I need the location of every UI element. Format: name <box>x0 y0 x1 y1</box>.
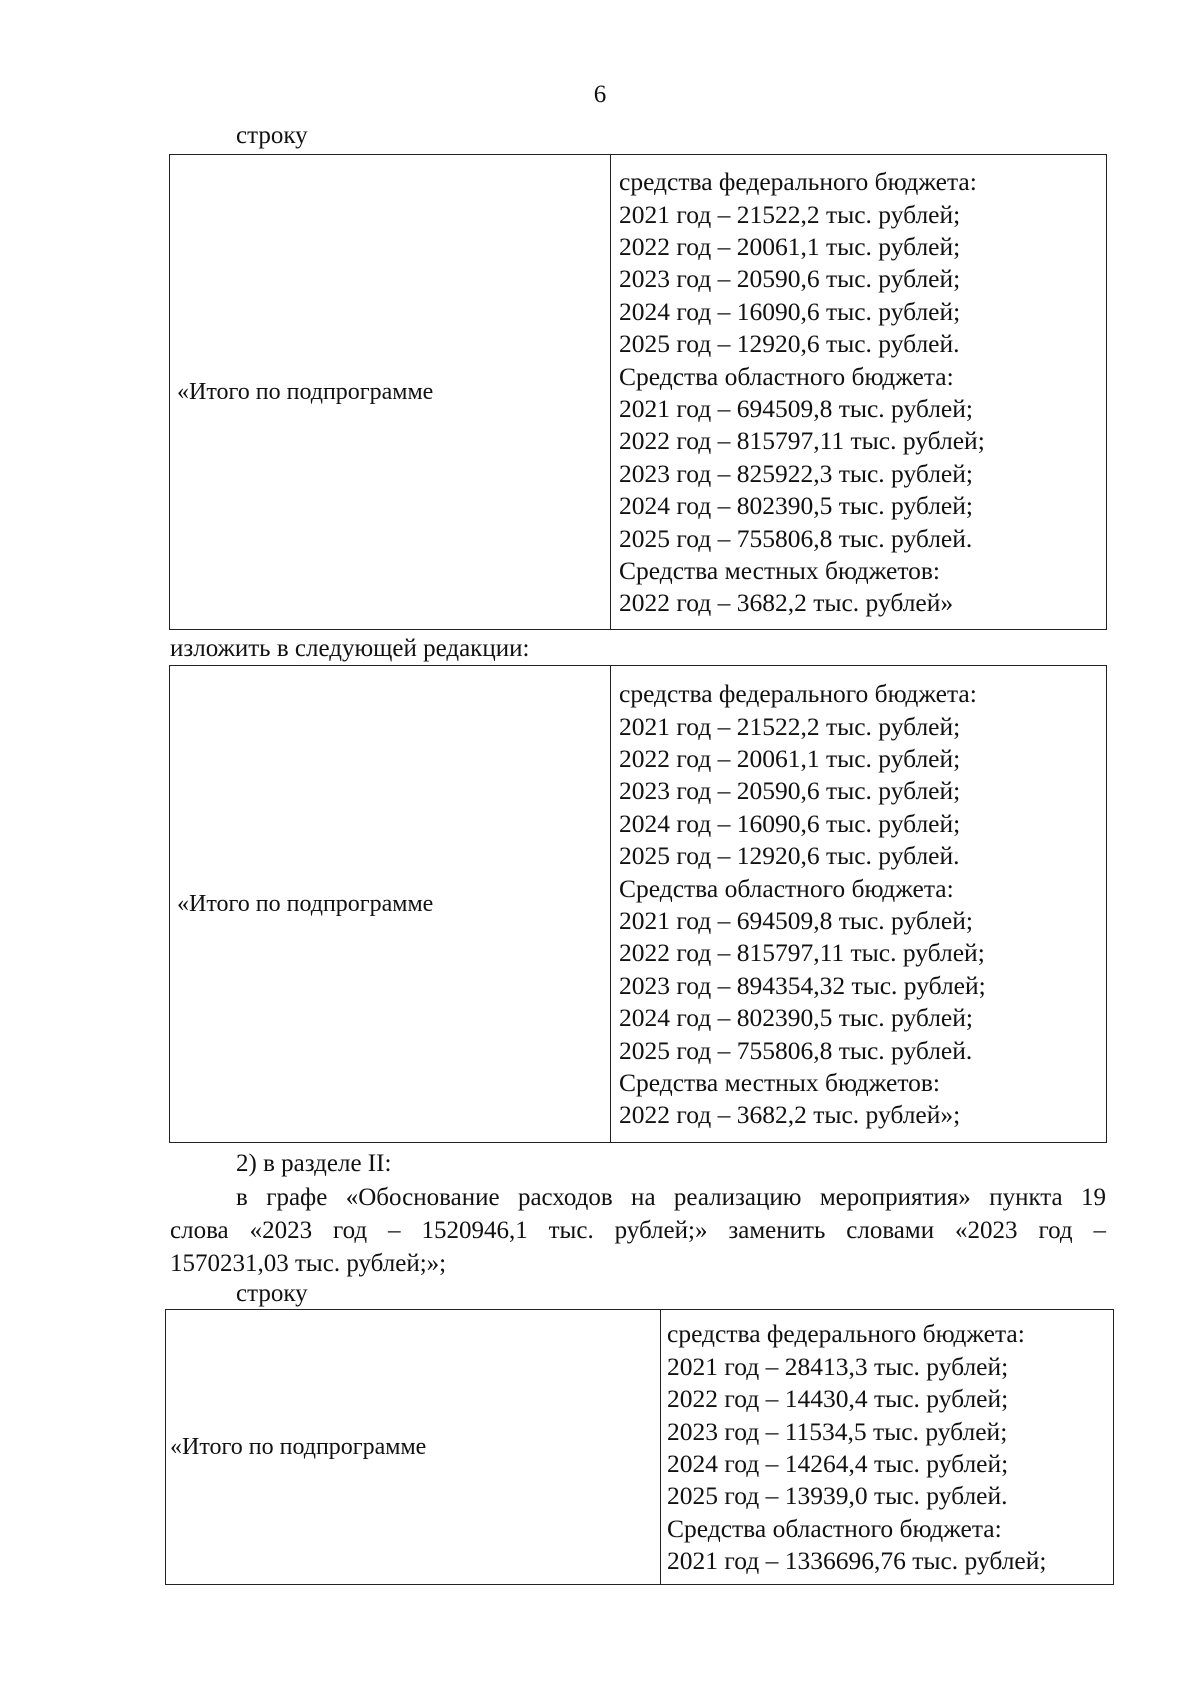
budget-table-section-2 <box>165 1309 1114 1585</box>
paragraph-line: 1570231,03 тыс. рублей;»; <box>170 1250 447 1277</box>
value-line: 2024 год – 802390,5 тыс. рублей; <box>619 491 973 521</box>
value-line: 2025 год – 13939,0 тыс. рублей. <box>667 1481 1008 1511</box>
value-line: Средства областного бюджета: <box>667 1513 1002 1543</box>
table-row <box>166 1310 1114 1585</box>
table-label: «Итого по подпрограмме <box>177 378 434 405</box>
amendment-paragraph <box>170 1181 1106 1280</box>
value-line: 2021 год – 694509,8 тыс. рублей; <box>619 906 973 935</box>
value-line: 2025 год – 12920,6 тыс. рублей. <box>619 841 960 871</box>
value-line: 2021 год – 28413,3 тыс. рублей; <box>667 1351 1009 1381</box>
intro-line-edit: изложить в следующей редакции: <box>170 635 530 662</box>
value-line: средства федерального бюджета: <box>619 679 977 709</box>
table-label-cell <box>170 155 611 630</box>
value-line: 2022 год – 14430,4 тыс. рублей; <box>667 1384 1009 1414</box>
value-line: 2023 год – 825922,3 тыс. рублей; <box>619 458 973 488</box>
value-line: 2021 год – 21522,2 тыс. рублей; <box>619 711 961 741</box>
value-line: Средства областного бюджета: <box>619 873 954 903</box>
table-row <box>170 666 1107 1143</box>
value-line: 2022 год – 20061,1 тыс. рублей; <box>619 231 961 261</box>
paragraph-line: слова «2023 год – 1520946,1 тыс. рублей;» заменить словами «2023 год – <box>170 1217 1106 1244</box>
value-line: Средства областного бюджета: <box>619 361 954 391</box>
value-line: Средства местных бюджетов: <box>619 1068 941 1098</box>
table-label-cell <box>170 666 611 1143</box>
value-line: 2023 год – 894354,32 тыс. рублей; <box>619 970 986 1000</box>
value-line: 2021 год – 694509,8 тыс. рублей; <box>619 394 973 423</box>
budget-table-new <box>169 665 1107 1143</box>
value-line: 2024 год – 14264,4 тыс. рублей; <box>667 1449 1009 1478</box>
value-line: 2022 год – 815797,11 тыс. рублей; <box>619 426 985 456</box>
table-label-cell <box>166 1310 661 1585</box>
value-line: 2024 год – 802390,5 тыс. рублей; <box>619 1003 973 1033</box>
section-heading: 2) в разделе II: <box>236 1150 392 1177</box>
paragraph-line: в графе «Обоснование расходов на реализацию мероприятия» пункта 19 <box>236 1184 1106 1211</box>
value-line: 2021 год – 1336696,76 тыс. рублей; <box>667 1546 1047 1576</box>
value-line: 2022 год – 3682,2 тыс. рублей» <box>619 588 954 618</box>
table-values-cell <box>661 1310 1114 1585</box>
value-line: 2024 год – 16090,6 тыс. рублей; <box>619 808 961 838</box>
value-line: Средства местных бюджетов: <box>619 556 941 586</box>
table-row <box>170 155 1107 630</box>
value-line: 2023 год – 20590,6 тыс. рублей; <box>619 776 961 806</box>
table-values-cell <box>611 666 1107 1143</box>
value-line: 2021 год – 21522,2 тыс. рублей; <box>619 199 961 229</box>
value-line: 2022 год – 815797,11 тыс. рублей; <box>619 938 985 968</box>
page-number: 6 <box>593 81 607 108</box>
value-line: средства федерального бюджета: <box>619 167 977 197</box>
intro-line-string: строку <box>236 122 308 149</box>
budget-table-old <box>169 154 1107 630</box>
value-line: 2025 год – 755806,8 тыс. рублей. <box>619 1035 973 1065</box>
value-line: 2025 год – 12920,6 тыс. рублей. <box>619 329 960 359</box>
value-line: 2022 год – 20061,1 тыс. рублей; <box>619 743 961 773</box>
value-line: средства федерального бюджета: <box>667 1319 1025 1349</box>
table-label: «Итого по подпрограмме <box>177 890 434 917</box>
value-line: 2024 год – 16090,6 тыс. рублей; <box>619 296 961 326</box>
value-line: 2025 год – 755806,8 тыс. рублей. <box>619 523 973 553</box>
value-line: 2023 год – 11534,5 тыс. рублей; <box>667 1416 1008 1446</box>
table-label: «Итого по подпрограмме <box>170 1433 427 1460</box>
value-line: 2022 год – 3682,2 тыс. рублей»; <box>619 1100 961 1130</box>
intro-line-string-2: строку <box>236 1280 308 1307</box>
table-values-cell <box>611 155 1107 630</box>
value-line: 2023 год – 20590,6 тыс. рублей; <box>619 264 961 294</box>
